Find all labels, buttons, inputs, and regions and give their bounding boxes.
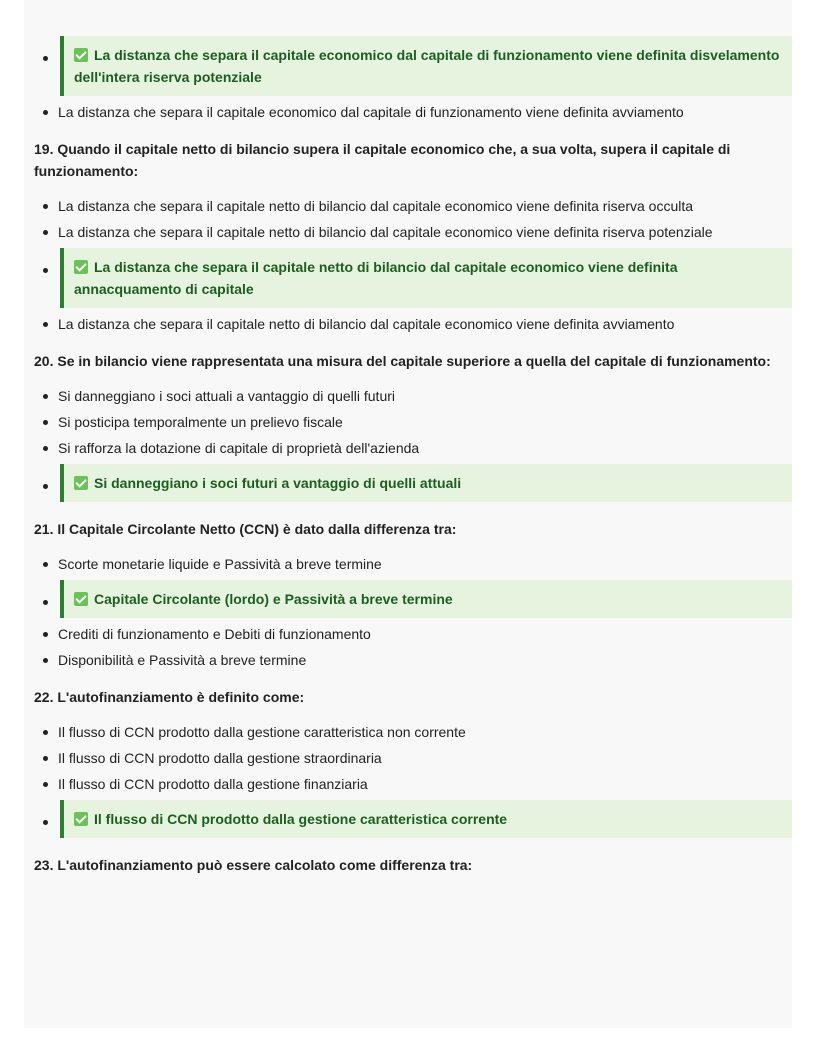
answer-text: Il flusso di CCN prodotto dalla gestione finanziaria [58, 776, 368, 792]
answer-item [24, 774, 792, 794]
question-title: 21. Il Capitale Circolante Netto (CCN) è dato dalla differenza tra: [34, 521, 457, 537]
answer-list [24, 196, 792, 334]
answer-item [24, 650, 792, 670]
answer-text: Capitale Circolante (lordo) e Passività a breve termine [94, 591, 453, 607]
correct-answer-item [24, 800, 792, 838]
answer-item [24, 386, 792, 406]
answer-text: Si rafforza la dotazione di capitale di proprietà dell'azienda [58, 440, 420, 456]
checkmark-icon [74, 592, 88, 606]
question-title: 23. L'autofinanziamento può essere calcolato come differenza tra: [34, 857, 473, 873]
checkmark-icon [74, 476, 88, 490]
answer-list [24, 722, 792, 838]
answer-text: Si danneggiano i soci futuri a vantaggio di quelli attuali [94, 475, 462, 491]
answer-list [24, 554, 792, 670]
correct-answer-highlight [60, 580, 792, 618]
checkmark-icon [74, 260, 88, 274]
correct-answer-item [24, 36, 792, 96]
checkmark-icon [74, 812, 88, 826]
checkmark-icon [74, 48, 88, 62]
answer-text: La distanza che separa il capitale economico dal capitale di funzionamento viene definita avviamento [58, 104, 684, 120]
question-title: 20. Se in bilancio viene rappresentata una misura del capitale superiore a quella del capitale di funzionamento: [34, 353, 771, 369]
answer-text: La distanza che separa il capitale netto di bilancio dal capitale economico viene definita riserva occulta [58, 198, 694, 214]
quiz-content [24, 0, 792, 890]
answer-text: Si danneggiano i soci attuali a vantaggio di quelli futuri [58, 388, 396, 404]
answer-item [24, 314, 792, 334]
answer-text: La distanza che separa il capitale netto di bilancio dal capitale economico viene definita riserva potenziale [58, 224, 713, 240]
answer-item [24, 102, 792, 122]
answer-text: Si posticipa temporalmente un prelievo fiscale [58, 414, 343, 430]
answer-list [24, 386, 792, 502]
question-title: 19. Quando il capitale netto di bilancio supera il capitale economico che, a sua volta, supera il capitale di funzionamento: [34, 141, 731, 179]
correct-answer-item [24, 248, 792, 308]
correct-answer-highlight [60, 248, 792, 308]
correct-answer-highlight [60, 36, 792, 96]
correct-answer-highlight [60, 464, 792, 502]
answer-text: Il flusso di CCN prodotto dalla gestione caratteristica corrente [94, 811, 508, 827]
question-title: 22. L'autofinanziamento è definito come: [34, 689, 305, 705]
answer-text: La distanza che separa il capitale netto di bilancio dal capitale economico viene definita annacquamento di capitale [74, 259, 678, 297]
answer-item [24, 196, 792, 216]
answer-item [24, 222, 792, 242]
answer-text: Il flusso di CCN prodotto dalla gestione straordinaria [58, 750, 382, 766]
correct-answer-item [24, 580, 792, 618]
answer-item [24, 624, 792, 644]
answer-text: Crediti di funzionamento e Debiti di funzionamento [58, 626, 371, 642]
answer-text: La distanza che separa il capitale economico dal capitale di funzionamento viene definita disvelamento dell'intera riserva potenziale [74, 47, 780, 85]
correct-answer-item [24, 464, 792, 502]
answer-text: Il flusso di CCN prodotto dalla gestione caratteristica non corrente [58, 724, 466, 740]
answer-item [24, 748, 792, 768]
answer-text: Disponibilità e Passività a breve termine [58, 652, 307, 668]
answer-list [24, 36, 792, 122]
answer-text: La distanza che separa il capitale netto di bilancio dal capitale economico viene definita avviamento [58, 316, 675, 332]
answer-item [24, 412, 792, 432]
answer-item [24, 722, 792, 742]
correct-answer-highlight [60, 800, 792, 838]
answer-item [24, 438, 792, 458]
answer-item [24, 554, 792, 574]
answer-text: Scorte monetarie liquide e Passività a breve termine [58, 556, 382, 572]
